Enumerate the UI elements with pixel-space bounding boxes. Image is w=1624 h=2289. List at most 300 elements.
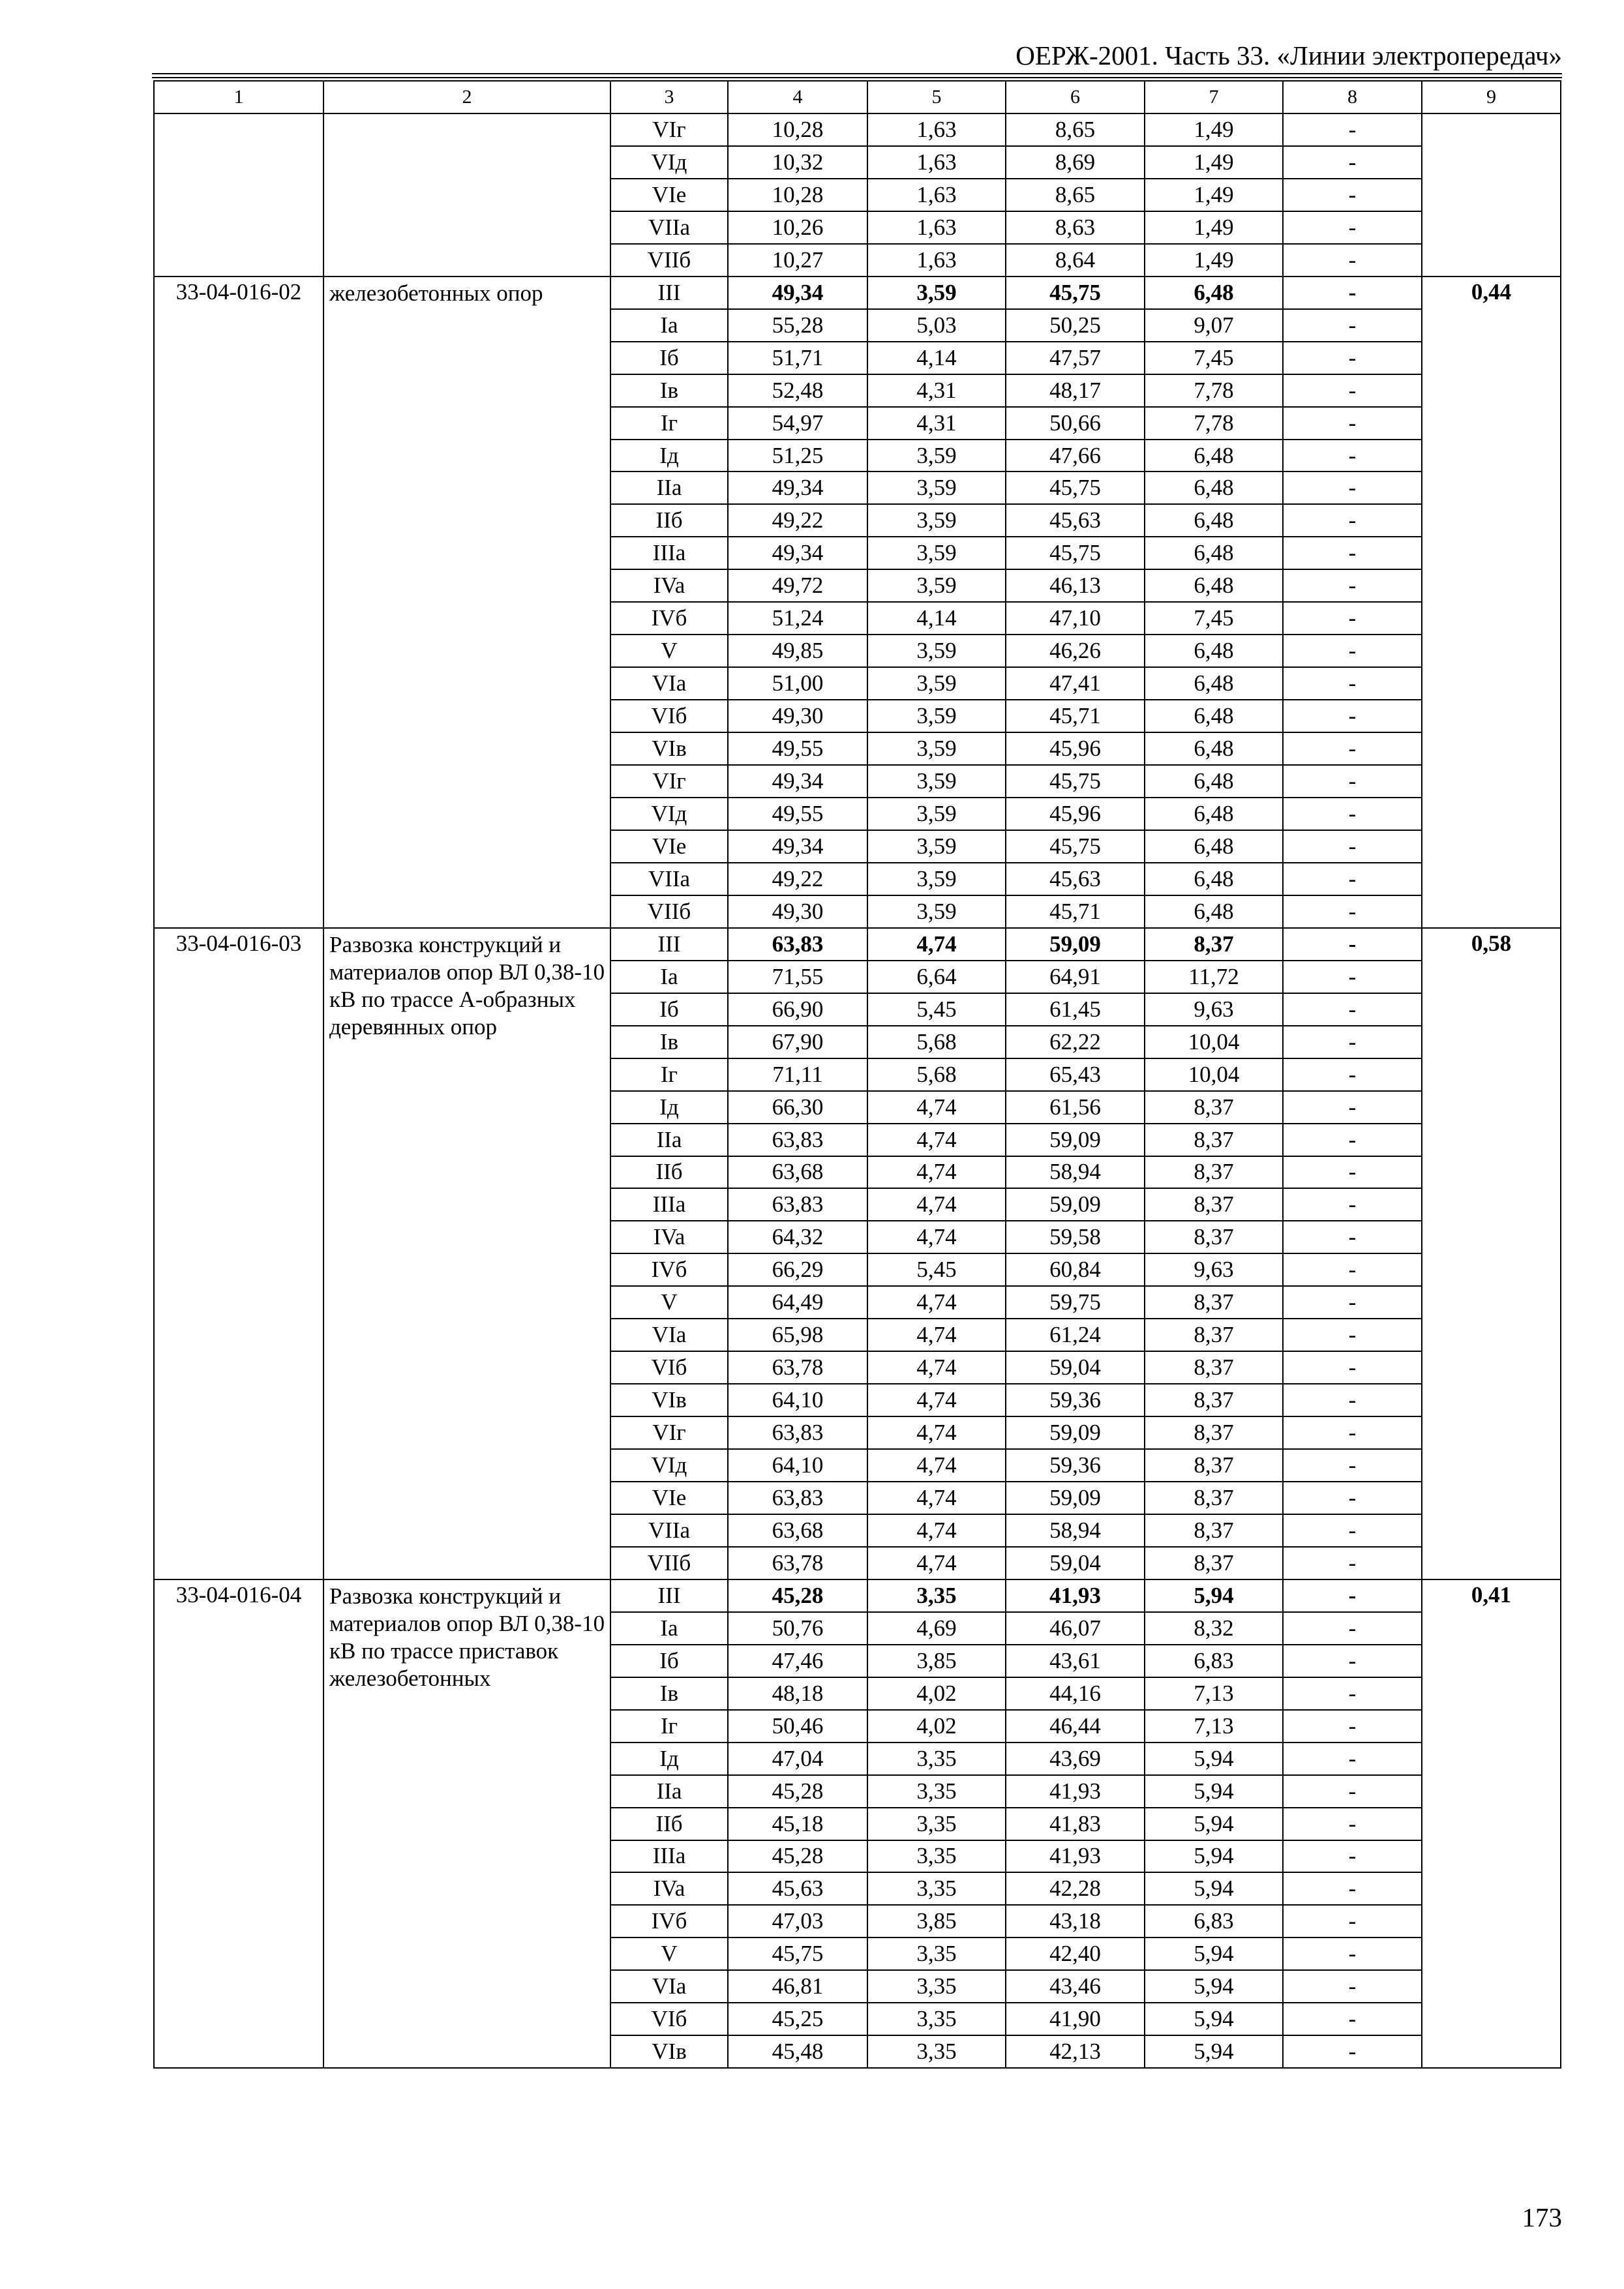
value-cell: 71,11 [728, 1058, 867, 1091]
value-cell: 8,37 [1145, 928, 1283, 961]
work-description-cell [323, 113, 610, 277]
value-cell: 4,74 [867, 1156, 1006, 1189]
value-cell: 51,00 [728, 667, 867, 700]
zone-cell: Iд [610, 1091, 728, 1124]
value-cell: 3,59 [867, 798, 1006, 830]
value-cell: 5,94 [1145, 2035, 1283, 2068]
value-cell: 9,07 [1145, 309, 1283, 342]
value-cell: 4,69 [867, 1612, 1006, 1645]
value-cell: 45,18 [728, 1808, 867, 1840]
work-description-cell: Развозка конструкций и материалов опор ВЛ 0,38-10 кВ по трассе приставок железобетонных [323, 1579, 610, 2068]
value-cell: 8,37 [1145, 1449, 1283, 1482]
value-cell: 59,75 [1006, 1286, 1145, 1319]
value-cell: 45,25 [728, 2003, 867, 2035]
value-cell: 8,37 [1145, 1124, 1283, 1156]
zone-cell: VIa [610, 1970, 728, 2003]
zone-cell: IIIa [610, 1840, 728, 1873]
value-cell: 49,55 [728, 732, 867, 765]
value-cell: 63,78 [728, 1351, 867, 1384]
value-cell: 61,24 [1006, 1319, 1145, 1351]
value-cell: 45,75 [1006, 830, 1145, 863]
value-cell: - [1283, 504, 1422, 537]
value-cell: 3,35 [867, 1937, 1006, 1970]
value-cell: 6,48 [1145, 863, 1283, 895]
value-cell: 49,55 [728, 798, 867, 830]
value-cell: 8,37 [1145, 1156, 1283, 1189]
value-cell: 10,26 [728, 211, 867, 244]
column-number-cell: 2 [323, 81, 610, 113]
zone-cell: III [610, 1579, 728, 1612]
value-cell: - [1283, 732, 1422, 765]
value-cell: - [1283, 1905, 1422, 1937]
value-cell: 3,59 [867, 830, 1006, 863]
value-cell: 45,75 [1006, 277, 1145, 309]
value-cell: 63,83 [728, 1124, 867, 1156]
value-cell: 8,65 [1006, 113, 1145, 146]
work-description-cell: Развозка конструкций и материалов опор ВЛ 0,38-10 кВ по трассе А-образных деревянных опор [323, 928, 610, 1579]
value-cell: 6,48 [1145, 635, 1283, 667]
value-cell: - [1283, 1416, 1422, 1449]
value-cell: 59,09 [1006, 1124, 1145, 1156]
value-cell: 45,75 [1006, 537, 1145, 569]
value-cell: 3,59 [867, 440, 1006, 472]
rates-table [153, 80, 1561, 2069]
value-cell: 43,61 [1006, 1645, 1145, 1677]
value-cell: 66,30 [728, 1091, 867, 1124]
value-cell: 6,48 [1145, 732, 1283, 765]
value-cell: 8,37 [1145, 1384, 1283, 1416]
value-cell: - [1283, 1547, 1422, 1579]
value-cell: - [1283, 244, 1422, 277]
value-cell: 6,48 [1145, 471, 1283, 504]
value-cell: 3,59 [867, 863, 1006, 895]
value-cell: 1,63 [867, 113, 1006, 146]
value-cell: 4,74 [867, 1286, 1006, 1319]
value-cell: 59,04 [1006, 1547, 1145, 1579]
zone-cell: Iв [610, 1677, 728, 1710]
value-cell: 58,94 [1006, 1514, 1145, 1547]
value-cell: 3,59 [867, 765, 1006, 798]
value-cell: 63,83 [728, 1416, 867, 1449]
value-cell: 47,41 [1006, 667, 1145, 700]
value-cell: 6,48 [1145, 504, 1283, 537]
value-cell: 5,03 [867, 309, 1006, 342]
zone-cell: VIд [610, 1449, 728, 1482]
value-cell: 45,28 [728, 1840, 867, 1873]
value-cell: 1,49 [1145, 211, 1283, 244]
value-cell: 4,74 [867, 1416, 1006, 1449]
value-cell: 45,28 [728, 1775, 867, 1808]
zone-cell: IIIa [610, 537, 728, 569]
value-cell: 3,59 [867, 537, 1006, 569]
value-cell: - [1283, 537, 1422, 569]
value-cell: 45,63 [1006, 863, 1145, 895]
value-cell: - [1283, 211, 1422, 244]
value-cell: 4,74 [867, 1384, 1006, 1416]
value-cell: 8,37 [1145, 1319, 1283, 1351]
value-cell: 63,83 [728, 928, 867, 961]
value-cell: 63,68 [728, 1156, 867, 1189]
value-cell: 6,48 [1145, 895, 1283, 928]
value-cell: 4,74 [867, 1449, 1006, 1482]
value-cell: 55,28 [728, 309, 867, 342]
column-number-cell: 1 [154, 81, 323, 113]
value-cell: 41,90 [1006, 2003, 1145, 2035]
value-cell: 48,17 [1006, 374, 1145, 407]
value-cell: - [1283, 309, 1422, 342]
value-cell: - [1283, 1124, 1422, 1156]
zone-cell: VIг [610, 1416, 728, 1449]
value-cell: - [1283, 602, 1422, 635]
value-cell: 61,56 [1006, 1091, 1145, 1124]
zone-cell: V [610, 635, 728, 667]
value-cell: 45,96 [1006, 798, 1145, 830]
value-cell: 8,37 [1145, 1482, 1283, 1514]
value-cell: 8,37 [1145, 1416, 1283, 1449]
value-cell: 5,94 [1145, 1840, 1283, 1873]
value-cell: - [1283, 1449, 1422, 1482]
value-cell: 46,07 [1006, 1612, 1145, 1645]
value-cell: 4,02 [867, 1677, 1006, 1710]
value-cell: - [1283, 1710, 1422, 1743]
zone-cell: IIб [610, 1808, 728, 1840]
table-row [154, 277, 1561, 309]
value-cell: 47,03 [728, 1905, 867, 1937]
value-cell: 3,35 [867, 1840, 1006, 1873]
zone-cell: Iб [610, 342, 728, 374]
value-cell: - [1283, 1188, 1422, 1221]
value-cell: 52,48 [728, 374, 867, 407]
page-number: 173 [1522, 2202, 1562, 2232]
value-cell: - [1283, 471, 1422, 504]
value-cell: 5,94 [1145, 1970, 1283, 2003]
zone-cell: Iг [610, 407, 728, 440]
zone-cell: Ia [610, 1612, 728, 1645]
value-cell: - [1283, 113, 1422, 146]
value-cell: 51,25 [728, 440, 867, 472]
value-cell: 41,93 [1006, 1579, 1145, 1612]
value-cell: 45,63 [728, 1872, 867, 1905]
zone-cell: IVa [610, 1221, 728, 1253]
value-cell: 4,74 [867, 1547, 1006, 1579]
col9-value-cell: 0,41 [1422, 1579, 1561, 2068]
value-cell: 59,04 [1006, 1351, 1145, 1384]
value-cell: - [1283, 2003, 1422, 2035]
value-cell: 64,32 [728, 1221, 867, 1253]
value-cell: 49,85 [728, 635, 867, 667]
zone-cell: Iг [610, 1058, 728, 1091]
value-cell: 48,18 [728, 1677, 867, 1710]
value-cell: - [1283, 961, 1422, 993]
column-number-cell: 3 [610, 81, 728, 113]
value-cell: 46,26 [1006, 635, 1145, 667]
zone-cell: VIe [610, 179, 728, 211]
value-cell: - [1283, 1872, 1422, 1905]
zone-cell: VIг [610, 113, 728, 146]
value-cell: 5,94 [1145, 1872, 1283, 1905]
value-cell: 4,74 [867, 1514, 1006, 1547]
column-number-cell: 6 [1006, 81, 1145, 113]
value-cell: 66,29 [728, 1253, 867, 1286]
value-cell: 4,31 [867, 374, 1006, 407]
value-cell: 43,46 [1006, 1970, 1145, 2003]
value-cell: 8,37 [1145, 1514, 1283, 1547]
column-number-cell: 9 [1422, 81, 1561, 113]
value-cell: 10,04 [1145, 1058, 1283, 1091]
value-cell: 6,48 [1145, 667, 1283, 700]
value-cell: - [1283, 1351, 1422, 1384]
value-cell: 3,59 [867, 635, 1006, 667]
value-cell: 3,59 [867, 667, 1006, 700]
header-rule [152, 77, 1562, 78]
value-cell: 59,36 [1006, 1449, 1145, 1482]
value-cell: 4,31 [867, 407, 1006, 440]
value-cell: 8,63 [1006, 211, 1145, 244]
value-cell: 3,35 [867, 2035, 1006, 2068]
zone-cell: V [610, 1286, 728, 1319]
value-cell: 49,22 [728, 504, 867, 537]
value-cell: 41,93 [1006, 1840, 1145, 1873]
value-cell: 4,74 [867, 1091, 1006, 1124]
value-cell: - [1283, 342, 1422, 374]
value-cell: 3,59 [867, 569, 1006, 602]
value-cell: - [1283, 1579, 1422, 1612]
value-cell: 5,94 [1145, 1579, 1283, 1612]
zone-cell: VIe [610, 1482, 728, 1514]
col9-value-cell: 0,44 [1422, 277, 1561, 928]
value-cell: - [1283, 1645, 1422, 1677]
value-cell: 60,84 [1006, 1253, 1145, 1286]
value-cell: 7,13 [1145, 1710, 1283, 1743]
value-cell: 47,46 [728, 1645, 867, 1677]
zone-cell: VIIа [610, 211, 728, 244]
zone-cell: VIг [610, 765, 728, 798]
value-cell: 4,02 [867, 1710, 1006, 1743]
value-cell: 8,32 [1145, 1612, 1283, 1645]
value-cell: - [1283, 1156, 1422, 1189]
value-cell: 7,13 [1145, 1677, 1283, 1710]
value-cell: 5,68 [867, 1026, 1006, 1058]
value-cell: 4,74 [867, 1319, 1006, 1351]
value-cell: 8,37 [1145, 1221, 1283, 1253]
value-cell: 10,28 [728, 179, 867, 211]
value-cell: 62,22 [1006, 1026, 1145, 1058]
value-cell: 45,75 [1006, 765, 1145, 798]
zone-cell: IIa [610, 1775, 728, 1808]
value-cell: - [1283, 895, 1422, 928]
value-cell: 59,09 [1006, 928, 1145, 961]
value-cell: 49,22 [728, 863, 867, 895]
value-cell: 5,94 [1145, 1743, 1283, 1775]
value-cell: 6,48 [1145, 569, 1283, 602]
value-cell: 3,59 [867, 277, 1006, 309]
value-cell: 5,68 [867, 1058, 1006, 1091]
column-number-cell: 4 [728, 81, 867, 113]
value-cell: 6,48 [1145, 765, 1283, 798]
zone-cell: IVa [610, 569, 728, 602]
zone-cell: VIIб [610, 244, 728, 277]
value-cell: 59,09 [1006, 1188, 1145, 1221]
value-cell: - [1283, 667, 1422, 700]
value-cell: - [1283, 179, 1422, 211]
rate-code-cell: 33-04-016-04 [154, 1579, 323, 2068]
zone-cell: VIв [610, 1384, 728, 1416]
value-cell: 3,35 [867, 1579, 1006, 1612]
value-cell: 6,48 [1145, 700, 1283, 732]
value-cell: 63,83 [728, 1482, 867, 1514]
value-cell: 1,63 [867, 146, 1006, 179]
value-cell: 43,69 [1006, 1743, 1145, 1775]
value-cell: 8,64 [1006, 244, 1145, 277]
value-cell: 3,59 [867, 895, 1006, 928]
value-cell: 41,93 [1006, 1775, 1145, 1808]
value-cell: - [1283, 928, 1422, 961]
column-number-cell: 5 [867, 81, 1006, 113]
zone-cell: VIIa [610, 1514, 728, 1547]
value-cell: 49,34 [728, 765, 867, 798]
value-cell: - [1283, 798, 1422, 830]
value-cell: - [1283, 1482, 1422, 1514]
zone-cell: IVa [610, 1872, 728, 1905]
value-cell: 8,37 [1145, 1547, 1283, 1579]
value-cell: 3,35 [867, 1872, 1006, 1905]
zone-cell: VIб [610, 700, 728, 732]
value-cell: - [1283, 1253, 1422, 1286]
zone-cell: Iг [610, 1710, 728, 1743]
value-cell: 50,66 [1006, 407, 1145, 440]
value-cell: - [1283, 2035, 1422, 2068]
column-number-cell: 7 [1145, 81, 1283, 113]
zone-cell: VIIa [610, 863, 728, 895]
value-cell: 8,69 [1006, 146, 1145, 179]
value-cell: - [1283, 1743, 1422, 1775]
value-cell: 50,76 [728, 1612, 867, 1645]
value-cell: 45,28 [728, 1579, 867, 1612]
zone-cell: III [610, 928, 728, 961]
value-cell: - [1283, 1612, 1422, 1645]
zone-cell: IIб [610, 1156, 728, 1189]
zone-cell: VIб [610, 1351, 728, 1384]
value-cell: 6,48 [1145, 798, 1283, 830]
value-cell: 3,35 [867, 1808, 1006, 1840]
value-cell: - [1283, 830, 1422, 863]
document-header: ОЕРЖ-2001. Часть 33. «Линии электропередач» [1015, 40, 1562, 70]
value-cell: 45,75 [1006, 471, 1145, 504]
value-cell: 6,48 [1145, 537, 1283, 569]
value-cell: 51,24 [728, 602, 867, 635]
value-cell: - [1283, 374, 1422, 407]
value-cell: - [1283, 1319, 1422, 1351]
value-cell: - [1283, 635, 1422, 667]
value-cell: 50,25 [1006, 309, 1145, 342]
value-cell: 4,14 [867, 602, 1006, 635]
value-cell: 65,43 [1006, 1058, 1145, 1091]
zone-cell: IVб [610, 1253, 728, 1286]
value-cell: 5,94 [1145, 1937, 1283, 1970]
value-cell: 7,78 [1145, 374, 1283, 407]
value-cell: 11,72 [1145, 961, 1283, 993]
zone-cell: VIд [610, 146, 728, 179]
value-cell: 7,45 [1145, 342, 1283, 374]
zone-cell: Iд [610, 440, 728, 472]
zone-cell: Iв [610, 1026, 728, 1058]
value-cell: 3,85 [867, 1905, 1006, 1937]
value-cell: 42,13 [1006, 2035, 1145, 2068]
zone-cell: IVб [610, 1905, 728, 1937]
value-cell: 49,34 [728, 471, 867, 504]
col9-value-cell: 0,58 [1422, 928, 1561, 1579]
value-cell: - [1283, 863, 1422, 895]
value-cell: 65,98 [728, 1319, 867, 1351]
value-cell: 46,13 [1006, 569, 1145, 602]
zone-cell: Iб [610, 1645, 728, 1677]
value-cell: 3,59 [867, 700, 1006, 732]
value-cell: 8,37 [1145, 1286, 1283, 1319]
value-cell: 4,74 [867, 1124, 1006, 1156]
value-cell: 7,45 [1145, 602, 1283, 635]
zone-cell: VIIб [610, 1547, 728, 1579]
column-number-cell: 8 [1283, 81, 1422, 113]
rate-code-cell [154, 113, 323, 277]
value-cell: 45,63 [1006, 504, 1145, 537]
value-cell: - [1283, 1026, 1422, 1058]
zone-cell: VIa [610, 1319, 728, 1351]
value-cell: 6,64 [867, 961, 1006, 993]
value-cell: 5,94 [1145, 1808, 1283, 1840]
value-cell: 42,40 [1006, 1937, 1145, 1970]
zone-cell: VIe [610, 830, 728, 863]
value-cell: 63,78 [728, 1547, 867, 1579]
value-cell: 6,48 [1145, 830, 1283, 863]
value-cell: - [1283, 1286, 1422, 1319]
value-cell: - [1283, 407, 1422, 440]
value-cell: 44,16 [1006, 1677, 1145, 1710]
value-cell: - [1283, 993, 1422, 1026]
value-cell: 71,55 [728, 961, 867, 993]
value-cell: 4,74 [867, 1482, 1006, 1514]
value-cell: - [1283, 1384, 1422, 1416]
value-cell: 66,90 [728, 993, 867, 1026]
value-cell: 4,74 [867, 928, 1006, 961]
zone-cell: Ia [610, 961, 728, 993]
value-cell: 67,90 [728, 1026, 867, 1058]
zone-cell: IIa [610, 1124, 728, 1156]
value-cell: - [1283, 700, 1422, 732]
value-cell: 1,49 [1145, 179, 1283, 211]
value-cell: 49,30 [728, 700, 867, 732]
header-rule [152, 73, 1562, 74]
value-cell: - [1283, 1970, 1422, 2003]
zone-cell: IIa [610, 471, 728, 504]
zone-cell: IIб [610, 504, 728, 537]
value-cell: 64,91 [1006, 961, 1145, 993]
zone-cell: VIa [610, 667, 728, 700]
value-cell: 8,37 [1145, 1351, 1283, 1384]
value-cell: 3,35 [867, 1743, 1006, 1775]
zone-cell: Ia [610, 309, 728, 342]
value-cell: 3,59 [867, 471, 1006, 504]
value-cell: 49,34 [728, 537, 867, 569]
value-cell: 6,83 [1145, 1645, 1283, 1677]
value-cell: 45,71 [1006, 700, 1145, 732]
zone-cell: VIв [610, 732, 728, 765]
table-row [154, 928, 1561, 961]
zone-cell: III [610, 277, 728, 309]
value-cell: - [1283, 1221, 1422, 1253]
value-cell: 8,65 [1006, 179, 1145, 211]
value-cell: 49,34 [728, 277, 867, 309]
value-cell: 58,94 [1006, 1156, 1145, 1189]
